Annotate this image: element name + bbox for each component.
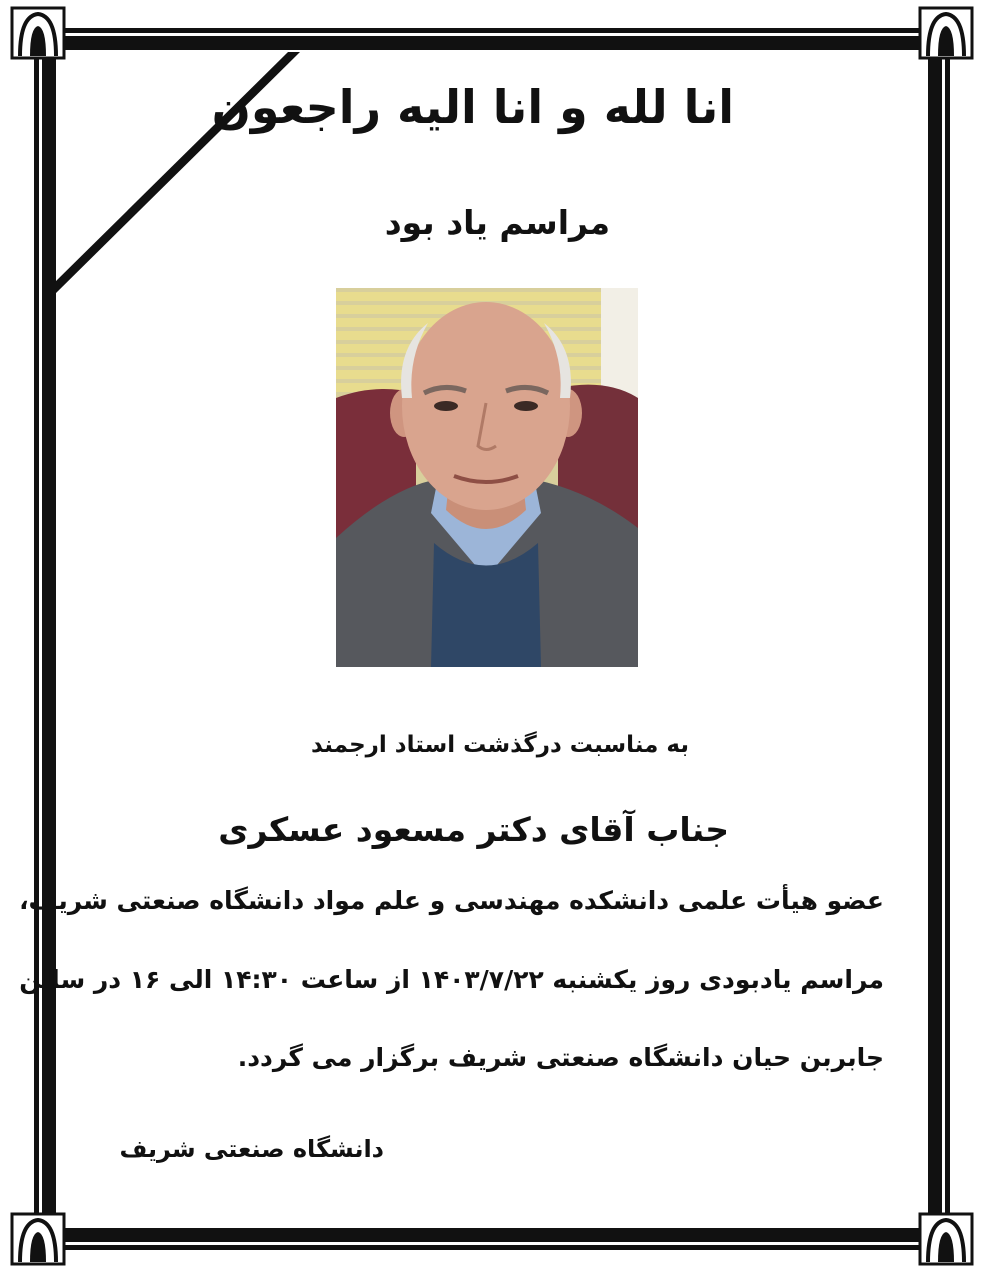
occasion-line: به مناسبت درگذشت استاد ارجمند: [310, 732, 689, 758]
body-line-1: عضو هیأت علمی دانشکده مهندسی و علم مواد دانشگاه صنعتی شریف،: [19, 886, 884, 915]
corner-ornament-top-right: [920, 8, 972, 58]
signature: دانشگاه صنعتی شریف: [119, 1135, 384, 1163]
corner-ornament-top-left: [12, 8, 64, 58]
deceased-name: جناب آقای دکتر مسعود عسکری: [218, 810, 729, 849]
portrait-photo: [336, 288, 638, 667]
ceremony-heading: مراسم یاد بود: [384, 203, 610, 242]
corner-ornament-bottom-left: [12, 1214, 64, 1264]
body-line-2: مراسم یادبودی روز یکشنبه ۱۴۰۳/۷/۲۲ از ساعت ۱۴:۳۰ الی ۱۶ در سالن: [19, 965, 884, 994]
condolence-verse: انا لله و انا الیه راجعون: [211, 80, 734, 134]
body-line-3: جابربن حیان دانشگاه صنعتی شریف برگزار می گردد.: [237, 1043, 884, 1072]
corner-ornament-bottom-right: [920, 1214, 972, 1264]
